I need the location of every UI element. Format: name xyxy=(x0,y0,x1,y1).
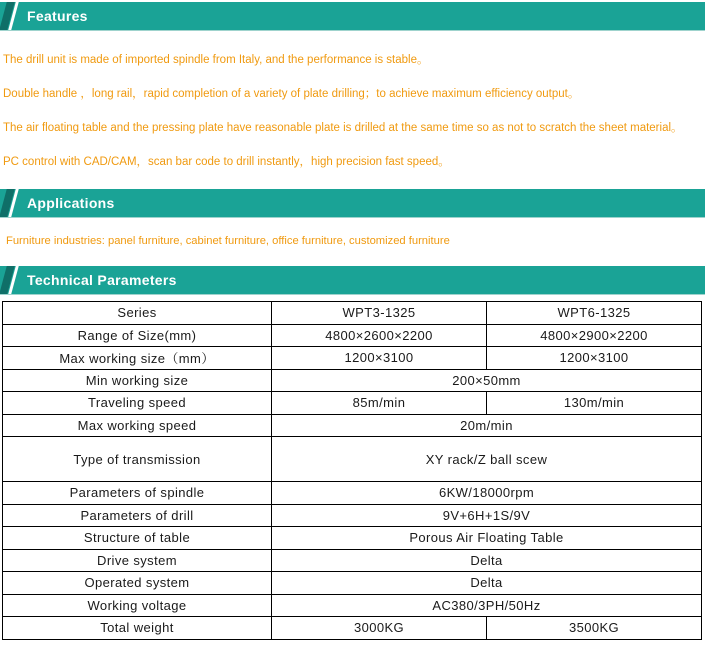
table-row xyxy=(3,302,702,325)
row-label: Max working size（mm） xyxy=(3,347,272,370)
row-label: Series xyxy=(3,302,272,325)
row-label: Working voltage xyxy=(3,594,272,617)
row-label: Drive system xyxy=(3,549,272,572)
value-wpt3: 3000KG xyxy=(272,617,487,640)
row-label: Total weight xyxy=(3,617,272,640)
table-row xyxy=(3,504,702,527)
applications-header xyxy=(0,189,705,217)
value-wpt6: 4800×2900×2200 xyxy=(487,324,702,347)
row-label: Max working speed xyxy=(3,414,272,437)
technical-header xyxy=(0,266,705,294)
features-title: Features xyxy=(27,8,88,24)
value-shared: AC380/3PH/50Hz xyxy=(272,594,702,617)
table-row xyxy=(3,369,702,392)
features-header xyxy=(0,2,705,30)
row-label: Parameters of spindle xyxy=(3,482,272,505)
value-shared: 9V+6H+1S/9V xyxy=(272,504,702,527)
row-label: Structure of table xyxy=(3,527,272,550)
value-wpt6: 3500KG xyxy=(487,617,702,640)
technical-divider xyxy=(0,294,705,295)
value-wpt3: 85m/min xyxy=(272,392,487,415)
value-wpt6: WPT6-1325 xyxy=(487,302,702,325)
table-row xyxy=(3,594,702,617)
value-wpt6: 1200×3100 xyxy=(487,347,702,370)
value-shared: Porous Air Floating Table xyxy=(272,527,702,550)
row-label: Traveling speed xyxy=(3,392,272,415)
technical-title: Technical Parameters xyxy=(27,272,177,288)
value-wpt3: 4800×2600×2200 xyxy=(272,324,487,347)
row-label: Range of Size(mm) xyxy=(3,324,272,347)
table-row xyxy=(3,572,702,595)
technical-parameters-table xyxy=(2,301,702,640)
value-shared: Delta xyxy=(272,549,702,572)
table-row xyxy=(3,392,702,415)
value-shared: 6KW/18000rpm xyxy=(272,482,702,505)
value-wpt3: 1200×3100 xyxy=(272,347,487,370)
applications-divider xyxy=(0,217,705,218)
row-label: Operated system xyxy=(3,572,272,595)
table-row xyxy=(3,437,702,482)
features-divider xyxy=(0,30,705,31)
feature-line-3: The air floating table and the pressing plate have reasonable plate is drilled at the same time so as not to scratch the sheet material。 xyxy=(3,122,683,134)
table-row xyxy=(3,527,702,550)
row-label: Type of transmission xyxy=(3,437,272,482)
applications-text: Furniture industries: panel furniture, cabinet furniture, office furniture, customized furniture xyxy=(6,235,450,247)
value-wpt3: WPT3-1325 xyxy=(272,302,487,325)
value-shared: 200×50mm xyxy=(272,369,702,392)
table-row xyxy=(3,324,702,347)
table-row xyxy=(3,414,702,437)
applications-title: Applications xyxy=(27,195,115,211)
feature-line-4: PC control with CAD/CAM，scan bar code to drill instantly，high precision fast speed。 xyxy=(3,156,450,168)
value-shared: Delta xyxy=(272,572,702,595)
table-row xyxy=(3,549,702,572)
table-row xyxy=(3,482,702,505)
feature-line-1: The drill unit is made of imported spindle from Italy, and the performance is stable。 xyxy=(3,54,429,66)
table-row xyxy=(3,617,702,640)
row-label: Min working size xyxy=(3,369,272,392)
feature-line-2: Double handle ，long rail，rapid completion of a variety of plate drilling；to achieve maximum efficiency output。 xyxy=(3,88,580,100)
table-row xyxy=(3,347,702,370)
value-shared: XY rack/Z ball scew xyxy=(272,437,702,482)
row-label: Parameters of drill xyxy=(3,504,272,527)
value-wpt6: 130m/min xyxy=(487,392,702,415)
value-shared: 20m/min xyxy=(272,414,702,437)
